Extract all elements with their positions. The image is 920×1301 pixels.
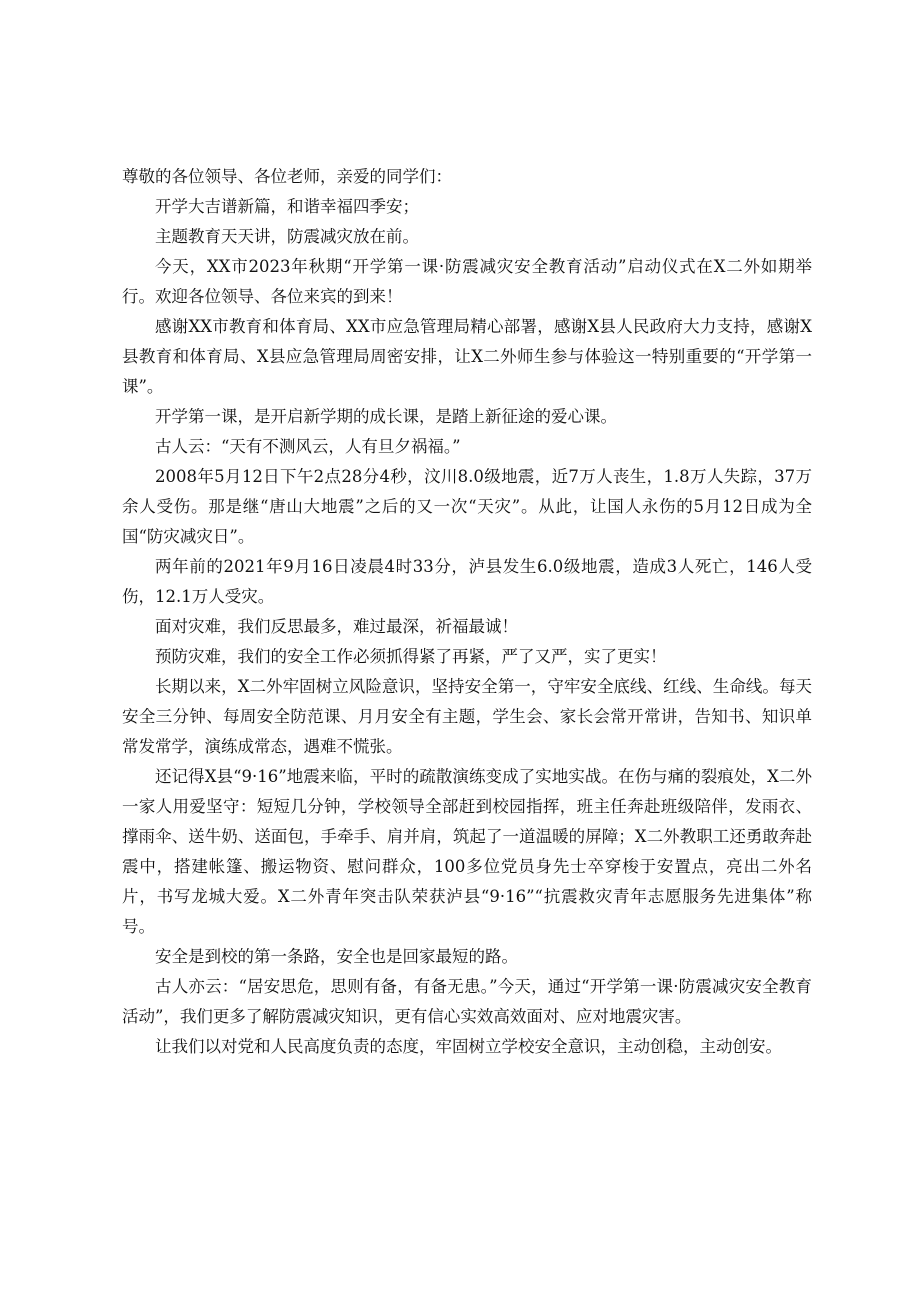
paragraph: 安全是到校的第一条路，安全也是回家最短的路。 bbox=[155, 947, 518, 966]
paragraph: 开学大吉谱新篇，和谐幸福四季安； bbox=[155, 197, 419, 216]
paragraph: 两年前的2021年9月16日凌晨4时33分，泸县发生6.0级地震，造成3人死亡，146人受伤，12.1万人受灾。 bbox=[122, 557, 812, 606]
document-body bbox=[122, 162, 812, 1062]
paragraph: 还记得X县“9·16”地震来临，平时的疏散演练变成了实地实战。在伤与痛的裂痕处，X二外一家人用爱坚守：短短几分钟，学校领导全部赶到校园指挥，班主任奔赴班级陪伴，发雨衣、撑雨伞、送牛奶、送面包，手牵手、肩并肩，筑起了一道温暖的屏障；X二外教职工还勇敢奔赴震中，搭建帐篷、搬运物资、慰问群众，100多位党员身先士卒穿梭于安置点，亮出二外名片，书写龙城大爱。X二外青年突击队荣获泸县“9·16”“抗震救灾青年志愿服务先进集体”称号。 bbox=[122, 767, 812, 936]
paragraph: 主题教育天天讲，防震减灾放在前。 bbox=[155, 227, 419, 246]
paragraph: 预防灾难，我们的安全工作必须抓得紧了再紧，严了又严，实了更实！ bbox=[155, 647, 667, 666]
paragraph: 面对灾难，我们反思最多，难过最深，祈福最诚！ bbox=[155, 617, 518, 636]
paragraph: 2008年5月12日下午2点28分4秒，汶川8.0级地震，近7万人丧生，1.8万人失踪，37万余人受伤。那是继“唐山大地震”之后的又一次“天灾”。从此，让国人永伤的5月12日成为全国“防灾减灾日”。 bbox=[122, 467, 812, 546]
paragraph: 今天，XX市2023年秋期“开学第一课·防震减灾安全教育活动”启动仪式在X二外如期举行。欢迎各位领导、各位来宾的到来！ bbox=[122, 257, 812, 306]
paragraph: 长期以来，X二外牢固树立风险意识，坚持安全第一，守牢安全底线、红线、生命线。每天安全三分钟、每周安全防范课、月月安全有主题，学生会、家长会常开常讲，告知书、知识单常发常学，演练成常态，遇难不慌张。 bbox=[122, 677, 812, 756]
paragraph: 古人亦云：“居安思危，思则有备，有备无患。”今天，通过“开学第一课·防震减灾安全教育活动”，我们更多了解防震减灾知识，更有信心实效高效面对、应对地震灾害。 bbox=[122, 977, 812, 1026]
salutation: 尊敬的各位领导、各位老师，亲爱的同学们： bbox=[122, 167, 452, 186]
paragraph: 开学第一课，是开启新学期的成长课，是踏上新征途的爱心课。 bbox=[155, 407, 617, 426]
paragraph: 古人云：“天有不测风云，人有旦夕祸福。” bbox=[155, 437, 461, 456]
paragraph: 感谢XX市教育和体育局、XX市应急管理局精心部署，感谢X县人民政府大力支持，感谢X县教育和体育局、X县应急管理局周密安排，让X二外师生参与体验这一特别重要的“开学第一课”。 bbox=[122, 317, 812, 396]
paragraph: 让我们以对党和人民高度负责的态度，牢固树立学校安全意识，主动创稳，主动创安。 bbox=[155, 1037, 782, 1056]
